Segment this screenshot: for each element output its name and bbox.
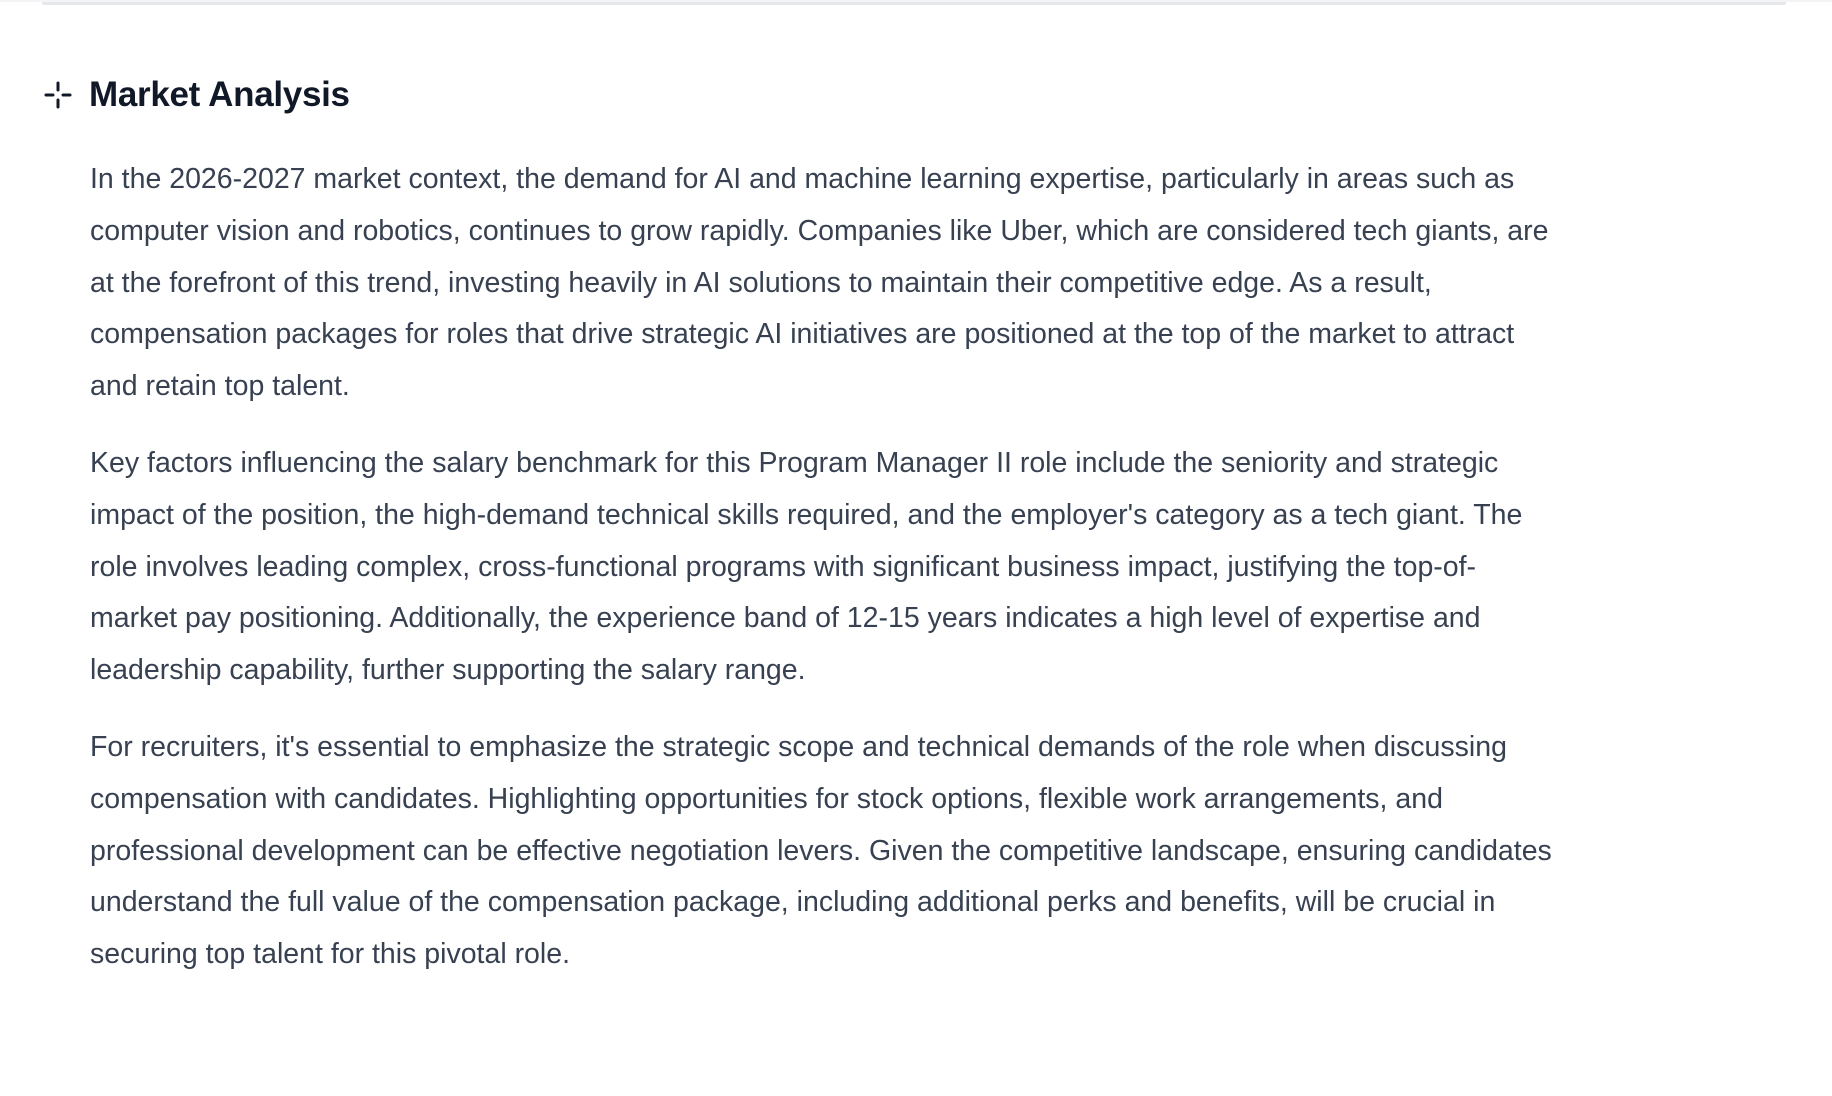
text-line: role involves leading complex, cross-functional programs with significant business impact, justifying the top-of- xyxy=(90,550,1477,583)
section-body xyxy=(90,154,1790,1006)
text-line: securing top talent for this pivotal role. xyxy=(90,938,571,971)
text-line: at the forefront of this trend, investing heavily in AI solutions to maintain their competitive edge. As a result, xyxy=(90,266,1432,299)
text-line: compensation with candidates. Highlighting opportunities for stock options, flexible work arrangements, and xyxy=(90,782,1443,815)
paragraph-market-context xyxy=(90,154,1790,413)
text-line: compensation packages for roles that drive strategic AI initiatives are positioned at the top of the market to attract xyxy=(90,318,1515,351)
section-header xyxy=(42,75,350,115)
text-line: understand the full value of the compensation package, including additional perks and benefits, will be crucial in xyxy=(90,886,1496,919)
crosshair-sparkle-icon xyxy=(43,80,73,110)
section-divider xyxy=(42,2,1786,5)
text-line: computer vision and robotics, continues to grow rapidly. Companies like Uber, which are considered tech giants, are xyxy=(90,214,1549,247)
text-line: market pay positioning. Additionally, the experience band of 12-15 years indicates a high level of expertise and xyxy=(90,602,1481,635)
text-line: impact of the position, the high-demand technical skills required, and the employer's category as a tech giant. The xyxy=(90,498,1523,531)
text-line: professional development can be effective negotiation levers. Given the competitive landscape, ensuring candidates xyxy=(90,834,1552,867)
text-line: leadership capability, further supporting the salary range. xyxy=(90,654,806,687)
paragraph-key-factors xyxy=(90,438,1790,697)
text-line: Key factors influencing the salary benchmark for this Program Manager II role include the seniority and strategic xyxy=(90,446,1499,479)
section-title: Market Analysis xyxy=(89,75,350,114)
text-line: In the 2026-2027 market context, the demand for AI and machine learning expertise, particularly in areas such as xyxy=(90,163,1515,195)
paragraph-recruiter-guidance xyxy=(90,722,1790,981)
text-line: For recruiters, it's essential to emphasize the strategic scope and technical demands of the role when discussing xyxy=(90,730,1507,763)
text-line: and retain top talent. xyxy=(90,370,350,403)
